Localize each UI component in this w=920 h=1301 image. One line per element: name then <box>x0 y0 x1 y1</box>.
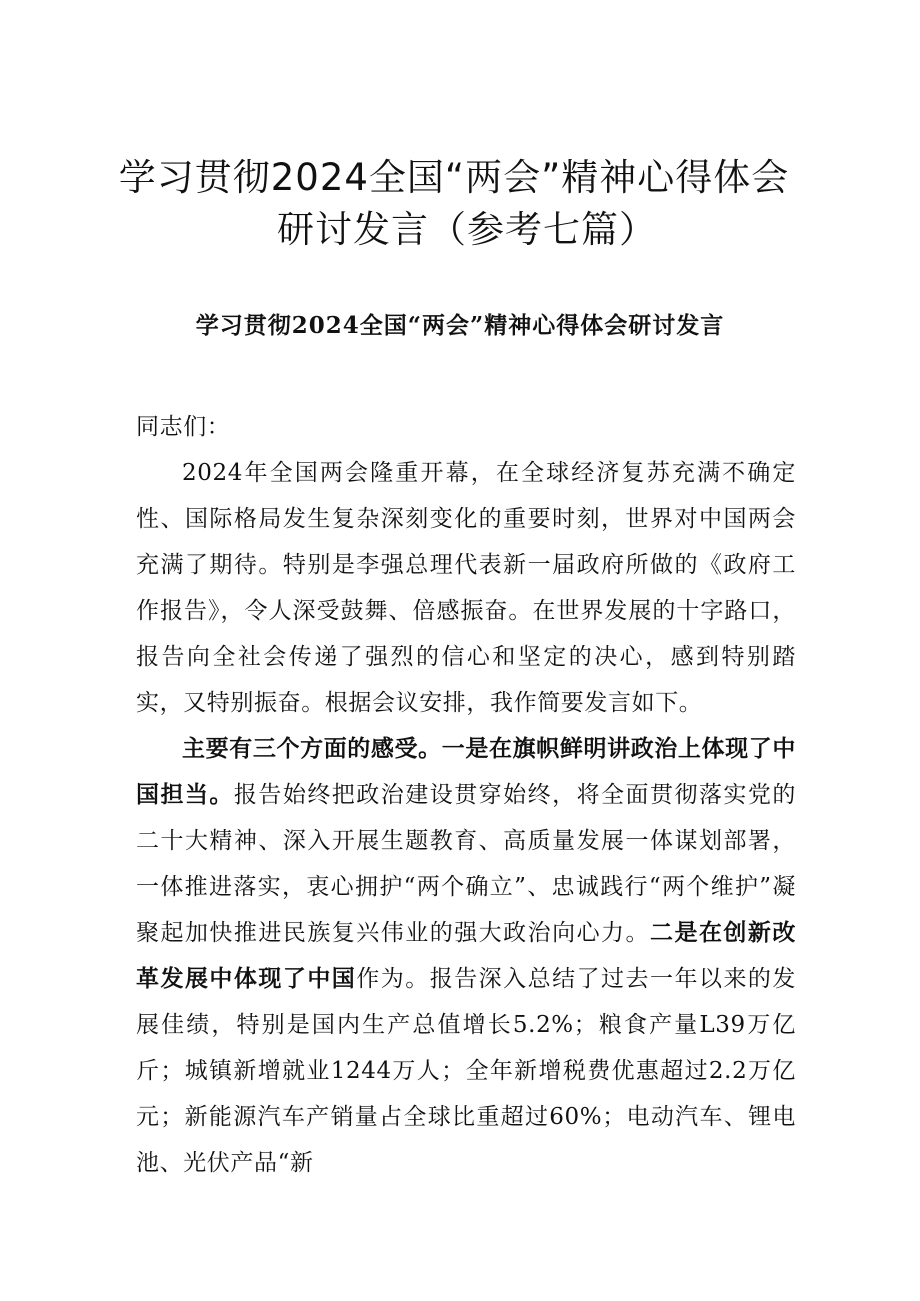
paragraph-2-bold-second: 二是在创新改革发展中体现了中国 <box>136 919 796 992</box>
paragraph-2-text-b: 作为。报告深入总结了过去一年以来的发展佳绩，特别是国内生产总值增长5.2%；粮食产量L39万亿斤；城镇新增就业1244万人；全年新增税费优惠超过2.2万亿元；新能源汽车产销量占全球比重超过60%；电动汽车、锂电池、光伏产品“新 <box>136 966 796 1176</box>
salutation: 同志们： <box>136 414 231 440</box>
document-body <box>136 404 796 1186</box>
paragraph-2 <box>136 726 796 1186</box>
paragraph-2-bold-intro: 主要有三个方面的感受。一是在旗帜鲜明讲政治上体现了中国担当。 <box>136 735 796 808</box>
document-title <box>0 152 920 256</box>
document-title-line1: 学习贯彻2024全国“两会”精神心得体会 <box>118 156 790 199</box>
paragraph-2-text-a: 报告始终把政治建设贯穿始终，将全面贯彻落实党的二十大精神、深入开展生题教育、高质量发展一体谋划部署，一体推进落实，衷心拥护“两个确立”、忠诚践行“两个维护”凝聚起加快推进民族复兴伟业的强大政治向心力。 <box>136 782 796 946</box>
document-subtitle: 学习贯彻2024全国“两会”精神心得体会研讨发言 <box>195 312 725 339</box>
document-title-line2: 研讨发言（参考七篇） <box>277 208 657 251</box>
paragraph-1: 2024年全国两会隆重开幕，在全球经济复苏充满不确定性、国际格局发生复杂深刻变化的重要时刻，世界对中国两会充满了期待。特别是李强总理代表新一届政府所做的《政府工作报告》，令人深受鼓舞、倍感振奋。在世界发展的十字路口，报告向全社会传递了强烈的信心和坚定的决心，感到特别踏实，又特别振奋。根据会议安排，我作简要发言如下。 <box>136 460 796 716</box>
